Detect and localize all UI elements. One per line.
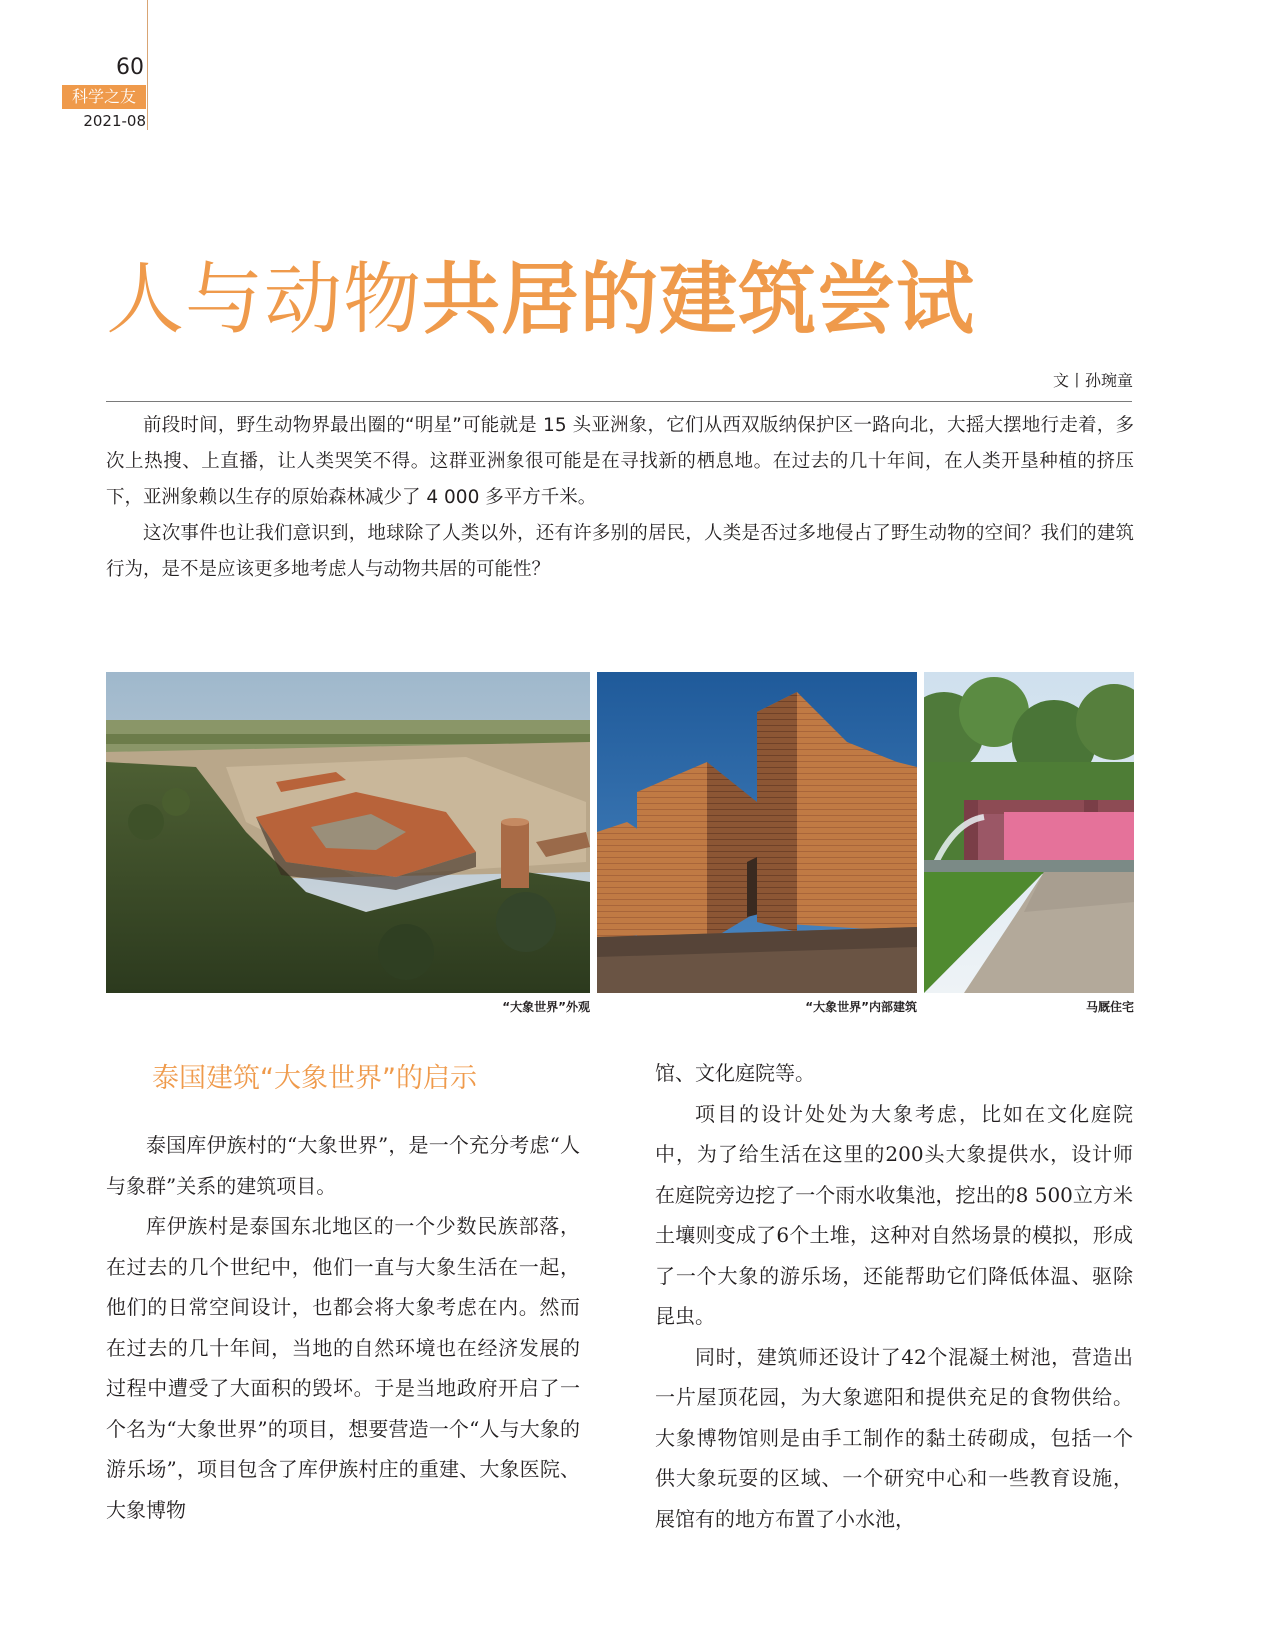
photo-caption: 马厩住宅 — [1085, 1000, 1134, 1014]
title-rule — [106, 401, 1132, 402]
photo-caption: “大象世界”内部建筑 — [805, 1000, 917, 1014]
aerial-view-image — [106, 672, 590, 993]
photo-stable-residence — [924, 672, 1134, 993]
page-number: 60 — [116, 55, 144, 80]
body-paragraph: 同时，建筑师还设计了42个混凝土树池，营造出一片屋顶花园，为大象遮阳和提供充足的食物供给。大象博物馆则是由手工制作的黏土砖砌成，包括一个供大象玩耍的区域、一个研究中心和一些教育设施，展馆有的地方布置了小水池， — [655, 1344, 1133, 1531]
photo-elephant-world-exterior — [106, 672, 590, 993]
intro-paragraph: 这次事件也让我们意识到，地球除了人类以外，还有许多别的居民，人类是否过多地侵占了野生动物的空间？我们的建筑行为，是不是应该更多地考虑人与动物共居的可能性？ — [106, 523, 1134, 580]
section-heading: 泰国建筑“大象世界”的启示 — [152, 1063, 477, 1094]
title-light-part: 人与动物 — [106, 255, 423, 345]
article-title — [106, 252, 975, 348]
body-column-right — [655, 1053, 1133, 1539]
title-bold-part: 共居的建筑尝试 — [422, 255, 976, 345]
body-paragraph: 库伊族村是泰国东北地区的一个少数民族部落，在过去的几个世纪中，他们一直与大象生活在一起，他们的日常空间设计，也都会将大象考虑在内。然而在过去的几十年间，当地的自然环境也在经济发展的过程中遭受了大面积的毁坏。于是当地政府开启了一个名为“大象世界”的项目，想要营造一个“人与大象的游乐场”，项目包含了库伊族村庄的重建、大象医院、大象博物 — [106, 1214, 580, 1522]
body-paragraph-continuation: 馆、文化庭院等。 — [655, 1061, 815, 1085]
issue-date: 2021-08 — [83, 112, 146, 130]
author-byline: 文丨孙琬童 — [1052, 371, 1133, 390]
stable-residence-image — [924, 672, 1134, 993]
intro-text — [106, 408, 1134, 588]
body-column-left — [106, 1125, 580, 1530]
photo-caption: “大象世界”外观 — [502, 1000, 590, 1014]
brick-architecture-image — [597, 672, 917, 993]
body-paragraph: 项目的设计处处为大象考虑，比如在文化庭院中，为了给生活在这里的200头大象提供水，设计师在庭院旁边挖了一个雨水收集池，挖出的8 500立方米土壤则变成了6个土堆，这种对自然场景的模拟，形成了一个大象的游乐场，还能帮助它们降低体温、驱除昆虫。 — [655, 1101, 1133, 1328]
header-divider-line — [147, 0, 148, 130]
intro-paragraph: 前段时间，野生动物界最出圈的“明星”可能就是 15 头亚洲象，它们从西双版纳保护区一路向北，大摇大摆地行走着，多次上热搜、上直播，让人类哭笑不得。这群亚洲象很可能是在寻找新的栖息地。在过去的几十年间，在人类开垦种植的挤压下，亚洲象赖以生存的原始森林减少了 4 000 多平方千米。 — [106, 415, 1134, 508]
body-paragraph: 泰国库伊族村的“大象世界”，是一个充分考虑“人与象群”关系的建筑项目。 — [106, 1133, 580, 1198]
photo-elephant-world-interior — [597, 672, 917, 993]
magazine-name-badge: 科学之友 — [62, 85, 146, 109]
